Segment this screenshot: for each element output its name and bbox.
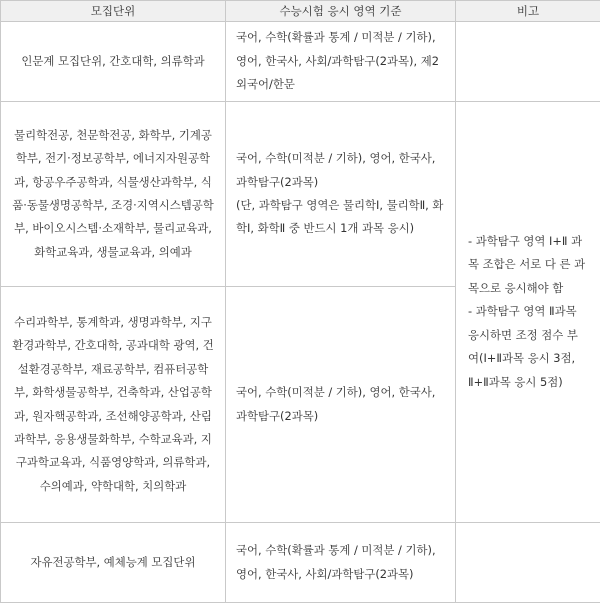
criteria-note: (단, 과학탐구 영역은 물리학Ⅰ, 물리학Ⅱ, 화학Ⅰ, 화학Ⅱ 중 반드시 1개 과목 응시) <box>236 194 445 241</box>
criteria-cell <box>226 102 456 287</box>
unit-cell: 물리학전공, 천문학전공, 화학부, 기계공학부, 전기·정보공학부, 에너지자원공학과, 항공우주공학과, 식물생산과학부, 식품·동물생명공학부, 조경·지역시스템공학부, 바이오시스템·소재학부, 물리교육과, 화학교육과, 생물교육과, 의예과 <box>1 102 226 287</box>
unit-cell: 인문계 모집단위, 간호대학, 의류학과 <box>1 22 226 102</box>
note-line-1: - 과학탐구 영역 Ⅰ+Ⅱ 과목 조합은 서로 다 른 과목으로 응시해야 함 <box>468 230 588 300</box>
unit-cell: 자유전공학부, 예체능계 모집단위 <box>1 523 226 603</box>
criteria-cell: 국어, 수학(미적분 / 기하), 영어, 한국사, 과학탐구(2과목) <box>226 287 456 523</box>
note-cell-empty <box>456 523 600 603</box>
table-row <box>1 22 600 102</box>
table-row <box>1 102 600 287</box>
note-cell <box>456 102 600 523</box>
header-note: 비고 <box>456 1 600 22</box>
note-cell-empty <box>456 22 600 102</box>
header-criteria: 수능시험 응시 영역 기준 <box>226 1 456 22</box>
header-row <box>1 1 600 22</box>
criteria-cell: 국어, 수학(확률과 통계 / 미적분 / 기하), 영어, 한국사, 사회/과학탐구(2과목), 제2외국어/한문 <box>226 22 456 102</box>
criteria-cell: 국어, 수학(확률과 통계 / 미적분 / 기하), 영어, 한국사, 사회/과학탐구(2과목) <box>226 523 456 603</box>
unit-cell: 수리과학부, 통계학과, 생명과학부, 지구환경과학부, 간호대학, 공과대학 광역, 건설환경공학부, 재료공학부, 컴퓨터공학부, 화학생물공학부, 건축학과, 산업공학과, 원자핵공학과, 조선해양공학과, 산림과학부, 응용생물화학부, 수학교육과, 지구과학교육과, 식품영양학과, 의류학과, 수의예과, 약학대학, 치의학과 <box>1 287 226 523</box>
note-line-2: - 과학탐구 영역 Ⅱ과목 응시하면 조정 점수 부여(Ⅰ+Ⅱ과목 응시 3점, Ⅱ+Ⅱ과목 응시 5점) <box>468 300 588 394</box>
header-unit: 모집단위 <box>1 1 226 22</box>
table-row <box>1 523 600 603</box>
criteria-text: 국어, 수학(미적분 / 기하), 영어, 한국사, 과학탐구(2과목) <box>236 147 445 194</box>
